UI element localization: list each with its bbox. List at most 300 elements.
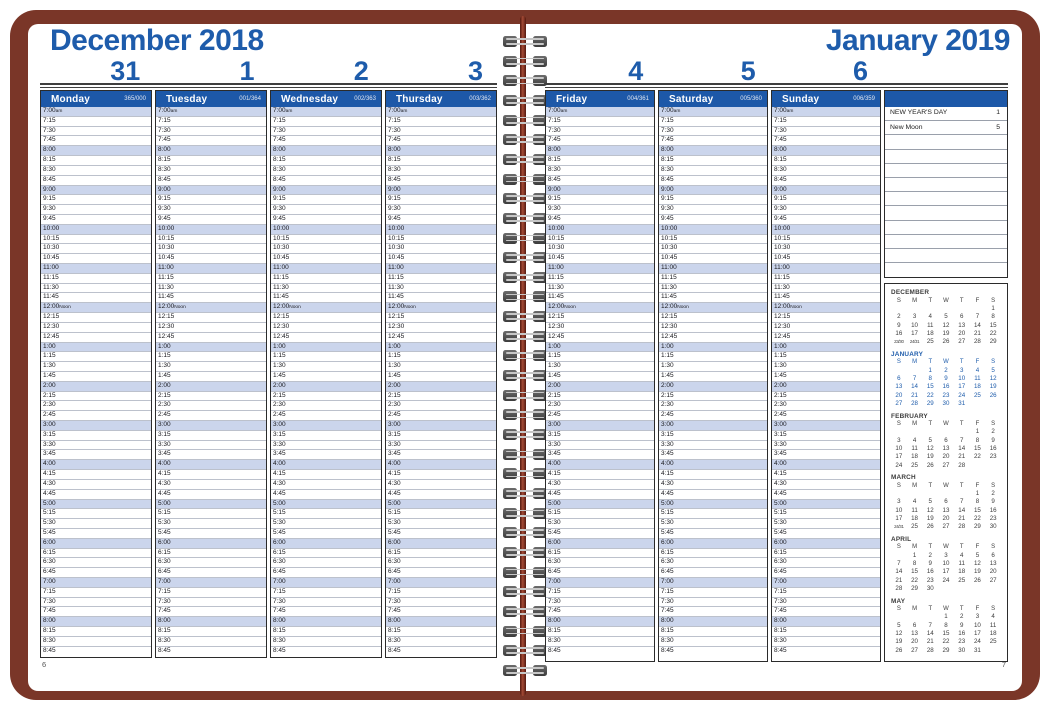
coil-wire bbox=[506, 200, 544, 202]
time-slot-row: 5:30 bbox=[156, 519, 266, 529]
spiral-coil bbox=[503, 626, 547, 637]
time-slot-row: 2:45 bbox=[772, 411, 880, 421]
time-slot-row: 9:15 bbox=[271, 195, 381, 205]
julian-date-label: 005/360 bbox=[740, 96, 762, 102]
time-slot-row: 2:45 bbox=[659, 411, 767, 421]
time-slot-row: 9:30 bbox=[386, 205, 496, 215]
time-slot-row: 7:30 bbox=[546, 127, 654, 137]
mini-calendar-date: 10 bbox=[973, 621, 981, 629]
time-slot-row: 6:30 bbox=[546, 558, 654, 568]
time-slot-row: 1:30 bbox=[271, 362, 381, 372]
mini-calendar-date: 21 bbox=[973, 329, 981, 337]
mini-calendar-date: 5 bbox=[928, 498, 932, 506]
time-slot-row: 2:30 bbox=[659, 401, 767, 411]
julian-date-label: 006/359 bbox=[853, 96, 875, 102]
mini-calendar-date: 31 bbox=[958, 399, 966, 407]
time-slot-row: 10:30 bbox=[41, 244, 151, 254]
time-slot-row: 10:00 bbox=[659, 225, 767, 235]
time-slot-row: 1:30 bbox=[546, 362, 654, 372]
time-slot-row: 9:45 bbox=[156, 215, 266, 225]
day-name-label: Thursday bbox=[396, 93, 443, 105]
coil-wire bbox=[506, 274, 544, 276]
spiral-coil bbox=[503, 449, 547, 460]
time-slot-row: 4:45 bbox=[659, 490, 767, 500]
coil-wire bbox=[506, 136, 544, 138]
time-slot-row: 6:30 bbox=[41, 558, 151, 568]
time-slot-row: 1:45 bbox=[772, 372, 880, 382]
mini-calendar-date: 26 bbox=[926, 461, 934, 469]
coil-wire bbox=[506, 122, 544, 124]
mini-calendar-date bbox=[985, 462, 1001, 470]
mini-calendar-date: 7 bbox=[975, 313, 980, 321]
time-slot-row: 5:30 bbox=[772, 519, 880, 529]
notes-row bbox=[885, 206, 1007, 220]
time-slot-row: 2:45 bbox=[386, 411, 496, 421]
time-suffix-label: am bbox=[285, 109, 293, 114]
time-slot-row: 2:15 bbox=[156, 392, 266, 402]
mini-calendar-date: 11 bbox=[989, 621, 997, 629]
mini-calendar-date: 12 bbox=[926, 444, 934, 452]
time-slot-row: 4:00 bbox=[546, 460, 654, 470]
time-slot-row: 6:30 bbox=[386, 558, 496, 568]
mini-calendar-date: 28 bbox=[958, 461, 966, 469]
mini-calendar-date: 30 bbox=[926, 584, 934, 592]
spiral-coil bbox=[503, 547, 547, 558]
time-suffix-label: am bbox=[55, 109, 63, 114]
time-suffix-label: Noon bbox=[289, 305, 301, 311]
left-page-title: December 2018 bbox=[50, 24, 264, 57]
time-slot-row: 7:30 bbox=[659, 598, 767, 608]
mini-calendar-date: 29 bbox=[973, 523, 981, 531]
time-slot-row: 2:45 bbox=[546, 411, 654, 421]
time-slot-row: 9:45 bbox=[659, 215, 767, 225]
time-slot-row: 7:30 bbox=[659, 127, 767, 137]
mini-calendar-date: 4 bbox=[912, 436, 917, 444]
time-slot-row: 12:45 bbox=[546, 333, 654, 343]
coil-wire bbox=[506, 470, 544, 472]
mini-calendar-date: 31 bbox=[973, 646, 981, 654]
time-slot-row: 8:15 bbox=[156, 156, 266, 166]
mini-calendar-date: 27 bbox=[911, 646, 918, 654]
time-suffix-label: Noon bbox=[677, 305, 689, 311]
coil-wire bbox=[506, 372, 544, 374]
time-slot-row: 7:15 bbox=[386, 117, 496, 127]
time-slot-row: 11:45 bbox=[546, 293, 654, 303]
time-slot-row: 8:30 bbox=[386, 166, 496, 176]
coil-wire bbox=[506, 476, 544, 478]
time-slot-row: 8:30 bbox=[772, 637, 880, 647]
coil-wire bbox=[506, 377, 544, 379]
day-name-label: Sunday bbox=[782, 93, 820, 105]
time-slot-row: 5:15 bbox=[271, 509, 381, 519]
time-slot-row: 4:30 bbox=[772, 480, 880, 490]
mini-calendar-dow-label: W bbox=[943, 359, 949, 366]
time-slot-row: 11:45 bbox=[659, 293, 767, 303]
time-slot-row: 7:15 bbox=[659, 117, 767, 127]
time-slot-row: 7:15 bbox=[546, 588, 654, 598]
mini-calendar-date: 18 bbox=[958, 568, 966, 576]
mini-calendar-date: 19 bbox=[942, 329, 950, 337]
time-slot-row: 3:00 bbox=[156, 421, 266, 431]
mini-calendar-date: 10 bbox=[895, 506, 903, 514]
mini-calendar-date: 18 bbox=[926, 329, 934, 337]
mini-calendar-date: 23 bbox=[926, 576, 934, 584]
time-slot-row: 8:45 bbox=[388, 646, 401, 654]
mini-calendar-date: 2 bbox=[991, 490, 995, 498]
time-slot-row: 6:30 bbox=[156, 558, 266, 568]
time-slot-row: 6:45 bbox=[386, 568, 496, 578]
time-slot-row: 6:00 bbox=[772, 539, 880, 549]
spiral-coil bbox=[503, 390, 547, 401]
mini-calendar-date: 19 bbox=[973, 568, 981, 576]
mini-calendar-month-title: DECEMBER bbox=[891, 289, 930, 297]
time-slot-row: 3:30 bbox=[271, 441, 381, 451]
mini-calendar-date: 3 bbox=[912, 313, 917, 321]
mini-calendar-date bbox=[922, 305, 938, 313]
time-slot-row: 2:15 bbox=[659, 392, 767, 402]
time-slot-row: 10:00 bbox=[386, 225, 496, 235]
mini-calendar-month-title: MARCH bbox=[891, 474, 916, 482]
time-slot-row: 3:45 bbox=[772, 450, 880, 460]
coil-wire bbox=[506, 411, 544, 413]
time-slot-row: 6:30 bbox=[772, 558, 880, 568]
time-slot-row: 5:45 bbox=[271, 529, 381, 539]
mini-calendar-date: 24 bbox=[942, 576, 950, 584]
mini-calendar-date: 6 bbox=[959, 313, 964, 321]
time-slot-row: 3:45 bbox=[546, 450, 654, 460]
spiral-coil bbox=[503, 508, 547, 519]
mini-calendar-date: 1 bbox=[975, 428, 980, 436]
mini-calendar-dow-label: F bbox=[975, 421, 980, 428]
mini-calendar-date: 13 bbox=[989, 560, 997, 568]
time-slot-row: 10:00 bbox=[271, 225, 381, 235]
notes-row bbox=[885, 121, 1007, 135]
time-slot-row: 1:00 bbox=[386, 343, 496, 353]
mini-calendar-dow-label: S bbox=[991, 421, 996, 428]
mini-calendar-date: 24 bbox=[958, 391, 966, 399]
mini-calendar-date: 6 bbox=[944, 436, 948, 444]
time-slot-row: 7:30 bbox=[772, 598, 880, 608]
mini-calendar-date: 20 bbox=[989, 568, 997, 576]
mini-calendar-date: 17 bbox=[895, 514, 903, 522]
time-slot-row: 7:15 bbox=[772, 117, 880, 127]
mini-calendar-date: 19 bbox=[926, 514, 934, 522]
mini-calendar-date: 26 bbox=[973, 576, 981, 584]
mini-calendar-date bbox=[970, 305, 986, 313]
time-slot-row: 11:30 bbox=[386, 284, 496, 294]
mini-calendar-date: 5 bbox=[975, 551, 980, 559]
time-slot-row: 12:15 bbox=[772, 313, 880, 323]
coil-wire bbox=[506, 417, 544, 419]
mini-calendar-date: 12 bbox=[895, 630, 903, 637]
time-slot-row: 4:15 bbox=[41, 470, 151, 480]
mini-calendar-date: 9 bbox=[991, 436, 995, 444]
mini-calendar-date: 29 bbox=[911, 584, 918, 592]
mini-calendar-date bbox=[891, 613, 907, 621]
time-slot-row: 4:30 bbox=[156, 480, 266, 490]
coil-wire bbox=[506, 63, 544, 65]
mini-calendar-date: 20 bbox=[942, 514, 950, 522]
mini-calendar-date bbox=[985, 585, 1001, 593]
mini-calendar-date: 4 bbox=[912, 498, 917, 506]
mini-calendar bbox=[891, 413, 1001, 470]
mini-calendar-date: 6 bbox=[897, 375, 901, 383]
time-slot-row: 5:15 bbox=[546, 509, 654, 519]
time-slot-row: 1:00 bbox=[659, 343, 767, 353]
mini-calendar-date: 27 bbox=[895, 399, 903, 407]
time-slot-row: 7:00am bbox=[41, 107, 151, 117]
day-of-month-number: 3 bbox=[467, 56, 483, 86]
time-slot-row: 6:30 bbox=[271, 558, 381, 568]
time-slot-row: 9:00 bbox=[271, 186, 381, 196]
mini-calendar-date: 22 bbox=[942, 638, 950, 646]
spiral-coil bbox=[503, 429, 547, 440]
time-slot-row: 4:30 bbox=[41, 480, 151, 490]
time-slot-row: 1:30 bbox=[156, 362, 266, 372]
time-slot-row: 7:45 bbox=[271, 607, 381, 617]
time-slot-row: 10:15 bbox=[772, 235, 880, 245]
time-slot-row: 9:15 bbox=[41, 195, 151, 205]
time-slot-row: 12:45 bbox=[156, 333, 266, 343]
mini-calendar-date: 14 bbox=[926, 630, 934, 637]
time-suffix-label: am bbox=[400, 109, 408, 114]
mini-calendar-dow-label: F bbox=[975, 482, 980, 489]
mini-calendar-date: 20 bbox=[942, 453, 950, 461]
notes-row bbox=[885, 263, 1007, 277]
mini-calendar-date: 22 bbox=[911, 576, 918, 584]
time-slot-row: 8:00 bbox=[659, 146, 767, 156]
time-slot-row: 10:30 bbox=[156, 244, 266, 254]
time-slot-row: 11:15 bbox=[772, 274, 880, 284]
time-slot-row: 1:45 bbox=[271, 372, 381, 382]
time-slot-row: 7:45 bbox=[659, 136, 767, 146]
mini-calendar-date bbox=[907, 367, 923, 375]
spiral-coil bbox=[503, 586, 547, 597]
time-slot-row: 8:15 bbox=[546, 627, 654, 637]
time-slot-row: 7:00am bbox=[772, 107, 880, 117]
mini-calendar-date: 11 bbox=[958, 560, 965, 568]
time-slot-row: 4:15 bbox=[772, 470, 880, 480]
mini-calendar bbox=[891, 289, 1001, 346]
time-slot-row: 8:30 bbox=[156, 637, 266, 647]
time-slot-row: 8:15 bbox=[772, 627, 880, 637]
time-slot-row: 7:00 bbox=[772, 578, 880, 588]
mini-calendar-date: 28 bbox=[895, 584, 903, 592]
spiral-coil bbox=[503, 193, 547, 204]
mini-calendar-date: 10 bbox=[958, 375, 966, 383]
time-slot-row: 12:45 bbox=[659, 333, 767, 343]
mini-calendar-dow-label: F bbox=[975, 297, 980, 304]
mini-calendar-date: 16 bbox=[926, 568, 934, 576]
mini-calendar-date bbox=[985, 647, 1001, 655]
time-slot-row: 8:30 bbox=[386, 637, 496, 647]
time-slot-row: 5:30 bbox=[659, 519, 767, 529]
time-slot-row: 7:30 bbox=[271, 598, 381, 608]
spiral-coil bbox=[503, 213, 547, 224]
time-slot-row: 3:15 bbox=[386, 431, 496, 441]
mini-calendar-date: 3 bbox=[975, 613, 980, 621]
time-slot-row: 4:00 bbox=[156, 460, 266, 470]
mini-calendar-date: 10 bbox=[911, 321, 918, 329]
time-slot-row: 10:00 bbox=[772, 225, 880, 235]
time-slot-row: 6:45 bbox=[41, 568, 151, 578]
mini-calendar-date: 8 bbox=[944, 621, 948, 629]
time-slot-row: 9:30 bbox=[659, 205, 767, 215]
mini-calendar-date: 20 bbox=[895, 391, 903, 399]
time-slot-row: 3:15 bbox=[546, 431, 654, 441]
time-slot-row: 12:00Noon bbox=[271, 303, 381, 313]
mini-calendar-date: 13 bbox=[958, 321, 966, 329]
coil-wire bbox=[506, 254, 544, 256]
time-slot-row: 7:00 bbox=[41, 578, 151, 588]
mini-calendar-date: 25 bbox=[989, 638, 997, 646]
time-slot-row: 4:00 bbox=[772, 460, 880, 470]
time-slot-row: 9:45 bbox=[772, 215, 880, 225]
time-slot-row: 6:15 bbox=[386, 549, 496, 559]
time-slot-row: 1:15 bbox=[271, 352, 381, 362]
time-slot-row: 7:45 bbox=[156, 607, 266, 617]
time-slot-row: 6:15 bbox=[772, 549, 880, 559]
time-slot-row: 8:00 bbox=[659, 617, 767, 627]
mini-calendar-date: 21 bbox=[958, 453, 966, 461]
day-column-header bbox=[772, 91, 880, 107]
mini-calendar-date: 1 bbox=[912, 551, 917, 559]
coil-wire bbox=[506, 279, 544, 281]
time-slot-row: 6:15 bbox=[271, 549, 381, 559]
mini-calendar-date: 15 bbox=[911, 568, 918, 576]
time-slot-row: 5:45 bbox=[156, 529, 266, 539]
mini-calendar-month-title: FEBRUARY bbox=[891, 412, 928, 420]
mini-calendar-date: 20 bbox=[911, 638, 918, 646]
coil-wire bbox=[506, 593, 544, 595]
mini-calendar-date: 9 bbox=[928, 560, 932, 568]
mini-calendar-date bbox=[891, 428, 907, 436]
time-slot-row: 5:00 bbox=[271, 500, 381, 510]
mini-calendar-date: 2 bbox=[928, 551, 932, 559]
mini-calendar-date bbox=[938, 305, 954, 313]
coil-wire bbox=[506, 431, 544, 433]
time-slot-row: 7:00 bbox=[271, 578, 381, 588]
time-slot-row: 1:45 bbox=[546, 372, 654, 382]
coil-wire bbox=[506, 215, 544, 217]
mini-calendar-date: 8 bbox=[991, 313, 995, 321]
time-slot-row: 7:45 bbox=[156, 136, 266, 146]
mini-calendar-date: 1 bbox=[944, 613, 948, 621]
mini-calendar bbox=[891, 598, 1001, 655]
day-column bbox=[658, 90, 768, 662]
coil-wire bbox=[506, 652, 544, 654]
mini-calendar-date: 12 bbox=[989, 375, 997, 383]
mini-calendar-grid bbox=[891, 543, 1001, 593]
time-slot-row: 11:45 bbox=[772, 293, 880, 303]
left-page-double-rule bbox=[40, 83, 497, 88]
mini-calendar-date: 2 bbox=[959, 613, 964, 621]
day-column bbox=[270, 90, 382, 658]
time-suffix-label: Noon bbox=[404, 305, 416, 311]
mini-calendar-dow-label: S bbox=[896, 297, 901, 304]
time-slot-row: 6:15 bbox=[156, 549, 266, 559]
mini-calendar-date: 28 bbox=[973, 338, 981, 346]
time-slot-row: 4:45 bbox=[41, 490, 151, 500]
time-slot-row: 2:15 bbox=[772, 392, 880, 402]
time-slot-row: 12:45 bbox=[41, 333, 151, 343]
mini-calendar-date: 24/31 bbox=[894, 524, 904, 530]
time-slot-row: 5:15 bbox=[41, 509, 151, 519]
time-slot-row: 8:15 bbox=[772, 156, 880, 166]
time-slot-row: 2:00 bbox=[546, 382, 654, 392]
mini-calendar-date bbox=[922, 490, 938, 498]
mini-calendar-dow-label: F bbox=[975, 606, 980, 613]
time-slot-row: 3:00 bbox=[386, 421, 496, 431]
time-slot-row: 3:00 bbox=[659, 421, 767, 431]
day-name-label: Monday bbox=[51, 93, 90, 105]
coil-wire bbox=[506, 667, 544, 669]
mini-calendar-date bbox=[938, 490, 954, 498]
time-slot-row: 2:00 bbox=[41, 382, 151, 392]
mini-calendar-date: 25 bbox=[911, 523, 918, 531]
mini-calendar-date: 25 bbox=[958, 576, 966, 584]
mini-calendar-date bbox=[954, 428, 970, 436]
time-slot-row: 4:45 bbox=[772, 490, 880, 500]
time-slot-row: 9:15 bbox=[659, 195, 767, 205]
time-slot-row: 4:45 bbox=[156, 490, 266, 500]
note-label: New Moon bbox=[890, 123, 923, 131]
mini-calendar-dow-label: T bbox=[928, 482, 933, 489]
mini-calendar-date: 4 bbox=[959, 551, 964, 559]
mini-calendar-date bbox=[970, 585, 986, 593]
mini-calendar-date: 5 bbox=[991, 366, 995, 374]
time-slot-row: 10:15 bbox=[271, 235, 381, 245]
mini-calendar-dow-label: M bbox=[912, 297, 918, 304]
coil-wire bbox=[506, 397, 544, 399]
spiral-coil bbox=[503, 488, 547, 499]
time-slot-row: 12:30 bbox=[386, 323, 496, 333]
mini-calendar-dow-label: T bbox=[928, 606, 933, 613]
mini-calendar-date: 18 bbox=[911, 514, 918, 522]
time-slot-row: 4:30 bbox=[271, 480, 381, 490]
time-slot-row: 1:15 bbox=[386, 352, 496, 362]
mini-calendar-dow-label: T bbox=[928, 359, 933, 366]
mini-calendar-date: 8 bbox=[928, 375, 932, 383]
mini-calendar-date: 18 bbox=[973, 383, 981, 391]
time-slot-row: 11:00 bbox=[41, 264, 151, 274]
day-column bbox=[771, 90, 881, 662]
time-slot-row: 3:00 bbox=[546, 421, 654, 431]
time-slot-row: 8:15 bbox=[41, 156, 151, 166]
time-slot-row: 2:45 bbox=[156, 411, 266, 421]
time-slot-row: 12:00Noon bbox=[156, 303, 266, 313]
mini-calendar-date bbox=[922, 613, 938, 621]
time-slot-row: 2:00 bbox=[772, 382, 880, 392]
mini-calendar-date: 27 bbox=[942, 461, 950, 469]
time-slot-row: 11:00 bbox=[772, 264, 880, 274]
mini-calendar-date: 28 bbox=[926, 646, 934, 654]
mini-calendar-date: 22 bbox=[989, 329, 997, 337]
time-slot-row: 3:15 bbox=[156, 431, 266, 441]
mini-calendar-grid bbox=[891, 297, 1001, 347]
time-slot-row: 8:45 bbox=[659, 176, 767, 186]
mini-calendar-date: 30 bbox=[989, 523, 997, 531]
time-slot-row: 7:30 bbox=[386, 598, 496, 608]
time-slot-row: 8:00 bbox=[772, 617, 880, 627]
time-slot-row: 9:00 bbox=[659, 186, 767, 196]
coil-wire bbox=[506, 195, 544, 197]
julian-date-label: 003/362 bbox=[469, 96, 491, 102]
time-slot-row: 10:00 bbox=[156, 225, 266, 235]
mini-calendar-date: 27 bbox=[989, 576, 997, 584]
mini-calendar-date bbox=[891, 305, 907, 313]
mini-calendar-date: 6 bbox=[944, 498, 948, 506]
